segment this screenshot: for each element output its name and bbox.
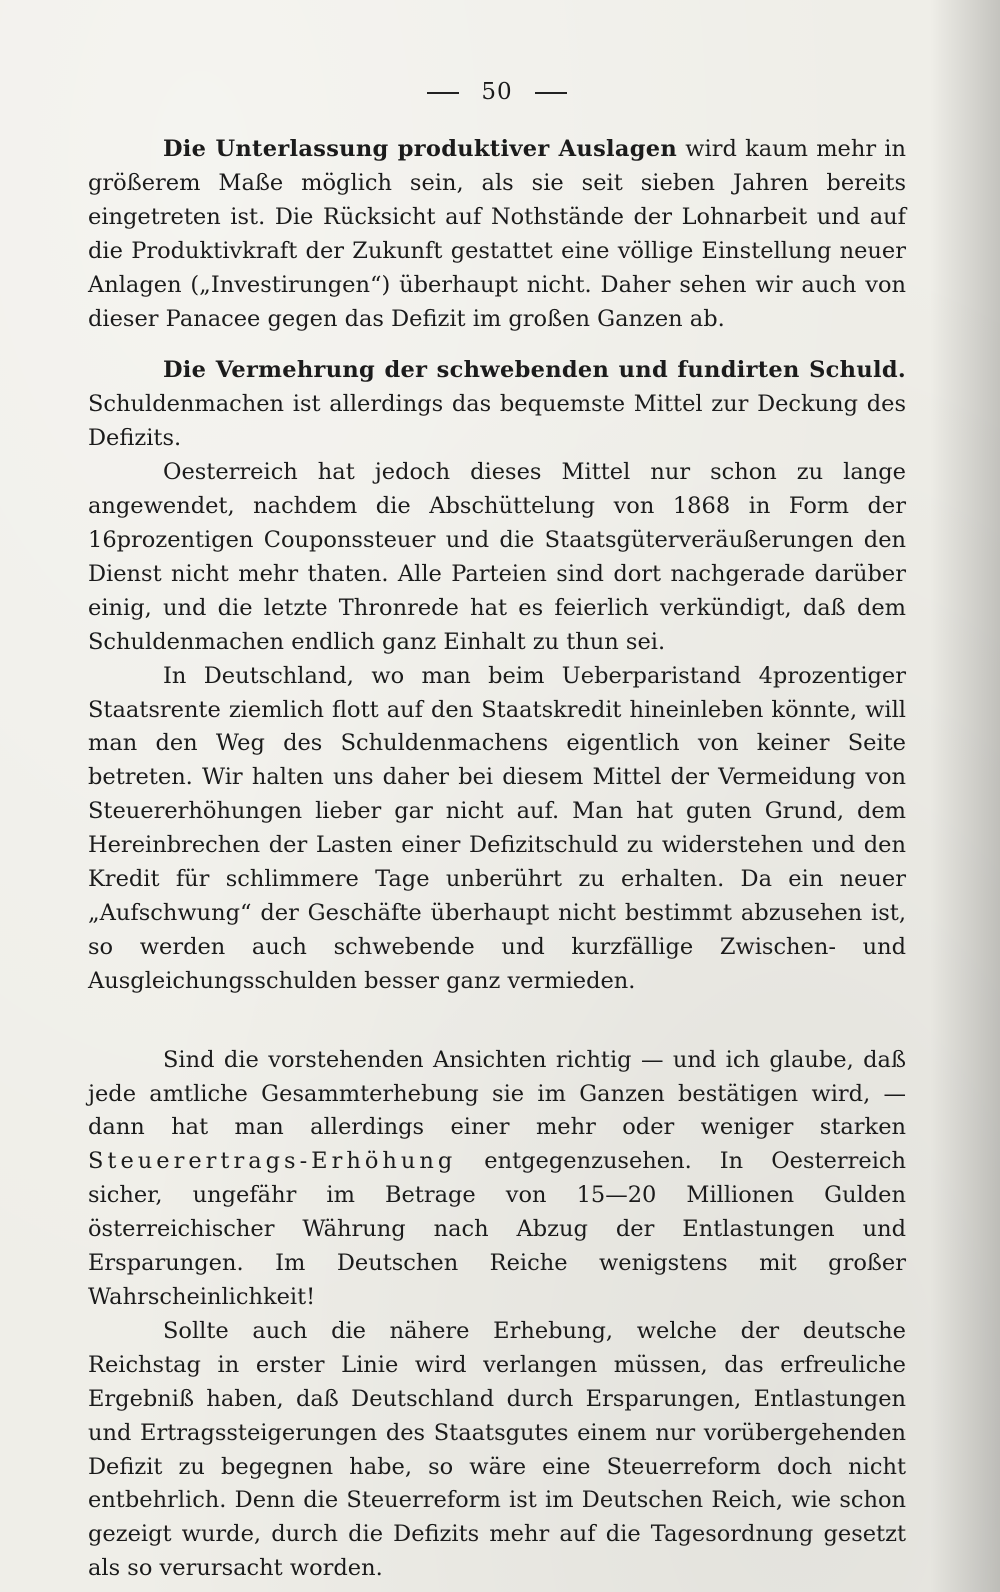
paragraph-lead: Die Vermehrung der schwebenden und fundirten Schuld. bbox=[163, 357, 906, 384]
paragraph-lead: Die Unterlassung produktiver Auslagen bbox=[163, 136, 678, 162]
page-number bbox=[88, 76, 906, 109]
paragraph-steuerreform: Sollte auch die nähere Erhebung, welche der deutsche Reichstag in erster Linie wird verlangen müssen, das erfreuliche Ergebniß haben, daß Deutschland durch Ersparungen, Entlastungen und Ertragssteigerungen des Staatsgutes einem nur vorübergehenden Defizit zu begegnen habe, so wäre eine Steuerreform doch nicht entbehrlich. Denn die Steuerreform ist im Deutschen Reich, wie schon gezeigt wurde, durch die Defizits mehr auf die Tagesordnung gesetzt als so verursacht worden. bbox=[88, 1317, 906, 1582]
spaced-term: Steuerertrags-Erhöhung bbox=[88, 1148, 457, 1175]
dash-left bbox=[427, 92, 459, 94]
paragraph-produktive-auslagen bbox=[88, 133, 906, 336]
paragraph-text: wird kaum mehr in größerem Maße möglich sein, als sie seit sieben Jahren bereits eingetreten ist. Die Rücksicht auf Nothstände der Lohnarbeit und auf die Produktivkraft der Zukunft gestattet eine völlige Einstellung neuer Anlagen („Investirungen“) überhaupt nicht. Daher sehen wir auch von dieser Panacee gegen das Defizit im großen Ganzen ab. bbox=[88, 136, 906, 332]
paragraph-schuld bbox=[88, 354, 906, 456]
page-gutter-shadow bbox=[930, 0, 1000, 1592]
paragraph-text: Sind die vorstehenden Ansichten richtig — und ich glaube, daß jede amtliche Gesammterhebung sie im Ganzen bestätigen wird, — dann hat man allerdings einer mehr oder weniger starken bbox=[88, 1046, 906, 1141]
page-body bbox=[88, 76, 906, 1586]
paragraph-oesterreich: Oesterreich hat jedoch dieses Mittel nur schon zu lange angewendet, nachdem die Abschüttelung von 1868 in Form der 16prozentigen Couponssteuer und die Staatsgüterveräußerungen den Dienst nicht mehr thaten. Alle Parteien sind dort nachgerade darüber einig, und die letzte Thronrede hat es feierlich verkündigt, daß dem Schuldenmachen endlich ganz Einhalt zu thun sei. bbox=[88, 459, 906, 655]
page-number-value: 50 bbox=[481, 79, 513, 105]
dash-right bbox=[535, 92, 567, 94]
paragraph-steuerertrag bbox=[88, 1044, 906, 1315]
paragraph-deutschland: In Deutschland, wo man beim Ueberparistand 4prozentiger Staatsrente ziemlich flott auf den Staatskredit hineinleben könnte, will man den Weg des Schuldenmachens eigentlich von keiner Seite betreten. Wir halten uns daher bei diesem Mittel der Vermeidung von Steuererhöhungen lieber gar nicht auf. Man hat guten Grund, dem Hereinbrechen der Lasten einer Defizitschuld zu widerstehen und den Kredit für schlimmere Tage unberührt zu erhalten. Da ein neuer „Aufschwung“ der Geschäfte überhaupt nicht bestimmt abzusehen ist, so werden auch schwebende und kurzfällige Zwischen- und Ausgleichungsschulden besser ganz vermieden. bbox=[88, 662, 906, 994]
paragraph-text: entgegenzusehen. In Oesterreich sicher, ungefähr im Betrage von 15—20 Millionen Gulden österreichischer Währung nach Abzug der Entlastungen und Ersparungen. Im Deutschen Reiche wenigstens mit großer Wahrscheinlichkeit! bbox=[88, 1148, 906, 1310]
paragraph-text: Schuldenmachen ist allerdings das bequemste Mittel zur Deckung des Defizits. bbox=[88, 391, 906, 452]
